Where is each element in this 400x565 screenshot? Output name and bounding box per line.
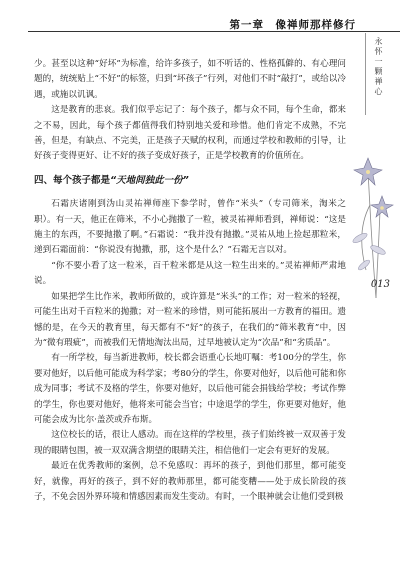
section-number: 四、 <box>34 174 54 186</box>
paragraph: 这是教育的悲哀。我们似乎忘记了：每个孩子，都与众不同，每个生命，都来之不易，因此，每个孩子都值得我们特别地关爱和珍惜。他们肯定不成熟，不完善，但是，有缺点、不完美，正是孩子天赋的权利，而通过学校和教师的引导，让好孩子变得更好、让不好的孩子变成好孩子，正是学校教育的价值所在。 <box>34 105 346 162</box>
paragraph: 少。甚至以这种“好坏”为标准，给许多孩子，如不听话的、性格孤僻的、有心理问题的，统统贴上“不好”的标签，归到“坏孩子”行列，对他们不时“敲打”，或给以冷遇，或施以讥讽。 <box>34 59 346 100</box>
body-text <box>34 57 346 505</box>
chapter-side-tab <box>365 33 394 115</box>
page-header <box>0 0 400 52</box>
paragraph: 这位校长的话，很让人感动。而在这样的学校里，孩子们始终被一双双善于发现的眼睛包围，被一双双满含期望的眼睛关注，相信他们一定会有更好的发展。 <box>34 430 346 456</box>
flower-illustration <box>346 150 396 300</box>
paragraph: 最近在优秀教师的案例，总不免感叹：再坏的孩子，到他们那里，都可能变好，就像，再好的孩子，到不好的教师那里，都可能变糟——处于成长阶段的孩子，不免会因外界环境和情感因素而发生变动。有时，一个眼神就会让他们受到极 <box>34 461 346 502</box>
section-heading-text: 每个孩子都是 <box>53 174 111 186</box>
paragraph: 石霜庆诸刚到沩山灵祐禅师座下参学时，曾作“米头”（专司筛米，淘米之职）。有一天，他正在筛米，不小心抛撒了一粒，被灵祐禅师看到，禅师说：“这是施主的东西，不要抛撒了啊。”石霜说：“我并没有抛撒。”灵祐从地上捡起那粒米，递到石霜面前：“你说没有抛撒，那，这个是什么？”石霜无言以对。 <box>34 199 346 256</box>
paragraph: 有一所学校，每当新进教师，校长都会语重心长地叮嘱：考100分的学生，你要对他好，以后他可能成为科学家；考80分的学生，你要对他好，以后他可能和你成为同事；考试不及格的学生，你要对他好，以后他可能会捐钱给学校；考试作弊的学生，你也要对他好，他将来可能会当官；中途退学的学生，你更要对他好，他可能会成为比尔·盖茨或乔布斯。 <box>34 353 346 425</box>
paragraph: 如果把学生比作米，教师所做的，或许算是“米头”的工作；对一粒米的轻视，可能生出对千百粒米的抛撒；对一粒米的珍惜，则可能拓展出一方教育的福田。遗憾的是，在今天的教育里，每天都有不“好”的孩子，在我们的“筛米教育”中，因为“微有瑕疵”，而被我们无情地淘汰出局，过早地被认定为“次品”和“劣质品”。 <box>34 291 346 348</box>
running-title: 第一章 像禅师那样修行 <box>229 19 356 31</box>
section-heading-quote: “天地间独此一份” <box>110 174 189 186</box>
page-number: 013 <box>370 279 390 290</box>
section-heading <box>34 173 346 188</box>
side-tab-text: 永怀一颗禅心 <box>374 37 383 97</box>
paragraph: “你不要小看了这一粒米，百千粒米都是从这一粒生出来的。”灵祐禅师严肃地说。 <box>34 260 346 287</box>
